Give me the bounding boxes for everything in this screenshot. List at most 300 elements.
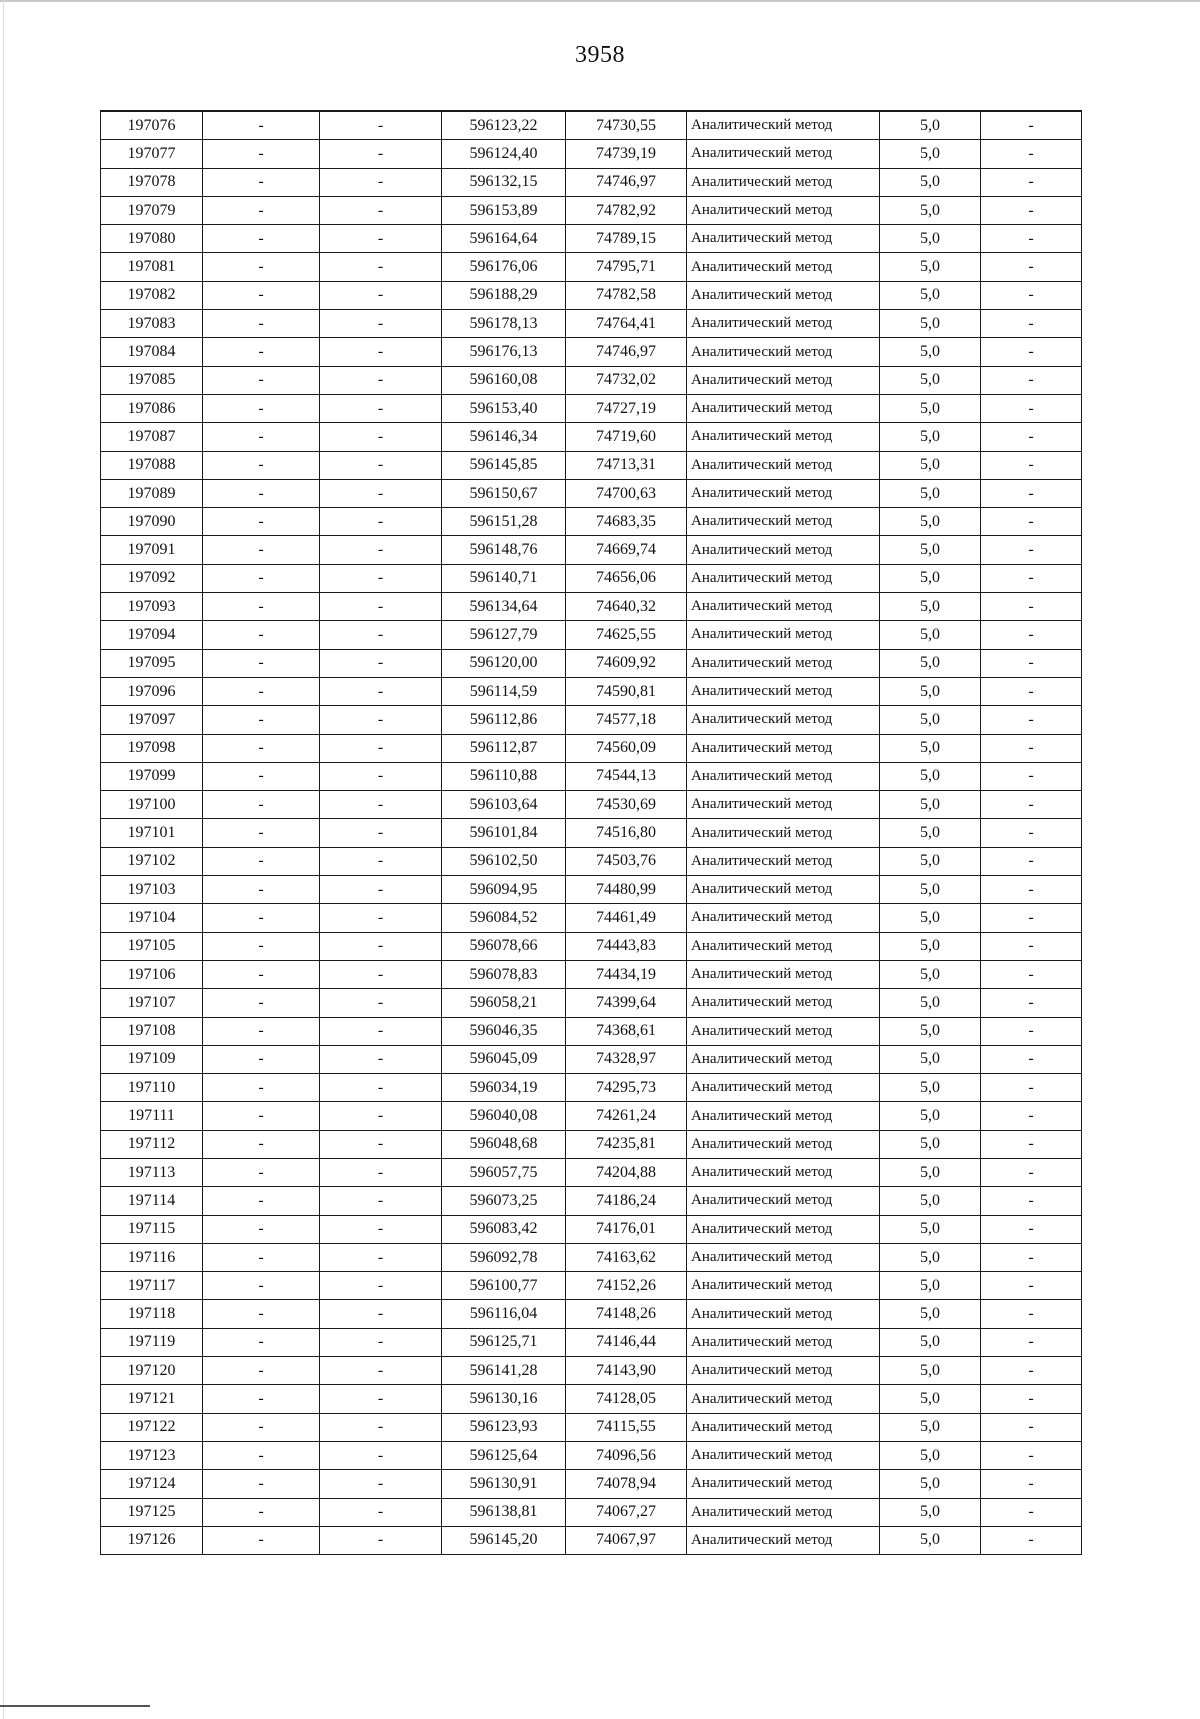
y-coordinate-cell: 74143,90 [566, 1357, 687, 1385]
y-coordinate-cell: 74328,97 [566, 1045, 687, 1073]
point-number-cell: 197097 [101, 706, 203, 734]
accuracy-cell: 5,0 [880, 1357, 981, 1385]
column-8-cell: - [981, 1045, 1082, 1073]
x-coordinate-cell: 596148,76 [442, 536, 566, 564]
x-coordinate-cell: 596100,77 [442, 1272, 566, 1300]
column-8-cell: - [981, 394, 1082, 422]
column-2-cell: - [203, 564, 320, 592]
column-3-cell: - [320, 1385, 442, 1413]
accuracy-cell: 5,0 [880, 960, 981, 988]
y-coordinate-cell: 74782,92 [566, 196, 687, 224]
column-8-cell: - [981, 1470, 1082, 1498]
column-8-cell: - [981, 847, 1082, 875]
column-2-cell: - [203, 168, 320, 196]
column-8-cell: - [981, 1526, 1082, 1554]
point-number-cell: 197117 [101, 1272, 203, 1300]
accuracy-cell: 5,0 [880, 1215, 981, 1243]
column-3-cell: - [320, 593, 442, 621]
column-8-cell: - [981, 225, 1082, 253]
column-2-cell: - [203, 111, 320, 140]
column-2-cell: - [203, 508, 320, 536]
column-3-cell: - [320, 621, 442, 649]
column-8-cell: - [981, 338, 1082, 366]
y-coordinate-cell: 74295,73 [566, 1074, 687, 1102]
point-number-cell: 197088 [101, 451, 203, 479]
column-2-cell: - [203, 1300, 320, 1328]
table-row [101, 1074, 1082, 1102]
accuracy-cell: 5,0 [880, 762, 981, 790]
column-3-cell: - [320, 1158, 442, 1186]
y-coordinate-cell: 74795,71 [566, 253, 687, 281]
accuracy-cell: 5,0 [880, 281, 981, 309]
column-2-cell: - [203, 366, 320, 394]
method-cell: Аналитический метод [687, 1017, 880, 1045]
accuracy-cell: 5,0 [880, 508, 981, 536]
column-8-cell: - [981, 536, 1082, 564]
method-cell: Аналитический метод [687, 225, 880, 253]
column-2-cell: - [203, 1385, 320, 1413]
point-number-cell: 197082 [101, 281, 203, 309]
column-8-cell: - [981, 451, 1082, 479]
x-coordinate-cell: 596130,91 [442, 1470, 566, 1498]
x-coordinate-cell: 596125,71 [442, 1328, 566, 1356]
column-2-cell: - [203, 989, 320, 1017]
point-number-cell: 197091 [101, 536, 203, 564]
column-8-cell: - [981, 819, 1082, 847]
column-8-cell: - [981, 904, 1082, 932]
column-2-cell: - [203, 960, 320, 988]
point-number-cell: 197078 [101, 168, 203, 196]
column-8-cell: - [981, 196, 1082, 224]
column-8-cell: - [981, 1272, 1082, 1300]
column-8-cell: - [981, 1102, 1082, 1130]
method-cell: Аналитический метод [687, 1045, 880, 1073]
column-8-cell: - [981, 1357, 1082, 1385]
table-row [101, 140, 1082, 168]
method-cell: Аналитический метод [687, 253, 880, 281]
table-row [101, 564, 1082, 592]
column-3-cell: - [320, 1187, 442, 1215]
x-coordinate-cell: 596160,08 [442, 366, 566, 394]
accuracy-cell: 5,0 [880, 734, 981, 762]
x-coordinate-cell: 596110,88 [442, 762, 566, 790]
method-cell: Аналитический метод [687, 111, 880, 140]
accuracy-cell: 5,0 [880, 1102, 981, 1130]
y-coordinate-cell: 74544,13 [566, 762, 687, 790]
point-number-cell: 197093 [101, 593, 203, 621]
column-2-cell: - [203, 762, 320, 790]
accuracy-cell: 5,0 [880, 819, 981, 847]
table-row [101, 366, 1082, 394]
column-8-cell: - [981, 791, 1082, 819]
table-row [101, 1413, 1082, 1441]
table-row [101, 593, 1082, 621]
column-3-cell: - [320, 1074, 442, 1102]
column-8-cell: - [981, 423, 1082, 451]
column-2-cell: - [203, 1017, 320, 1045]
column-2-cell: - [203, 536, 320, 564]
method-cell: Аналитический метод [687, 706, 880, 734]
accuracy-cell: 5,0 [880, 394, 981, 422]
column-2-cell: - [203, 338, 320, 366]
point-number-cell: 197109 [101, 1045, 203, 1073]
accuracy-cell: 5,0 [880, 1526, 981, 1554]
y-coordinate-cell: 74128,05 [566, 1385, 687, 1413]
x-coordinate-cell: 596164,64 [442, 225, 566, 253]
x-coordinate-cell: 596057,75 [442, 1158, 566, 1186]
x-coordinate-cell: 596188,29 [442, 281, 566, 309]
accuracy-cell: 5,0 [880, 876, 981, 904]
accuracy-cell: 5,0 [880, 366, 981, 394]
column-2-cell: - [203, 621, 320, 649]
column-2-cell: - [203, 876, 320, 904]
x-coordinate-cell: 596151,28 [442, 508, 566, 536]
method-cell: Аналитический метод [687, 1328, 880, 1356]
column-2-cell: - [203, 904, 320, 932]
y-coordinate-cell: 74399,64 [566, 989, 687, 1017]
y-coordinate-cell: 74609,92 [566, 649, 687, 677]
column-3-cell: - [320, 1300, 442, 1328]
table-row [101, 281, 1082, 309]
method-cell: Аналитический метод [687, 338, 880, 366]
y-coordinate-cell: 74152,26 [566, 1272, 687, 1300]
column-3-cell: - [320, 564, 442, 592]
column-8-cell: - [981, 1074, 1082, 1102]
y-coordinate-cell: 74764,41 [566, 310, 687, 338]
method-cell: Аналитический метод [687, 1441, 880, 1469]
y-coordinate-cell: 74148,26 [566, 1300, 687, 1328]
point-number-cell: 197115 [101, 1215, 203, 1243]
point-number-cell: 197085 [101, 366, 203, 394]
accuracy-cell: 5,0 [880, 1328, 981, 1356]
point-number-cell: 197079 [101, 196, 203, 224]
y-coordinate-cell: 74204,88 [566, 1158, 687, 1186]
x-coordinate-cell: 596123,22 [442, 111, 566, 140]
y-coordinate-cell: 74096,56 [566, 1441, 687, 1469]
column-8-cell: - [981, 1130, 1082, 1158]
column-3-cell: - [320, 111, 442, 140]
column-8-cell: - [981, 168, 1082, 196]
column-3-cell: - [320, 960, 442, 988]
table-row [101, 734, 1082, 762]
point-number-cell: 197080 [101, 225, 203, 253]
method-cell: Аналитический метод [687, 1187, 880, 1215]
accuracy-cell: 5,0 [880, 621, 981, 649]
x-coordinate-cell: 596092,78 [442, 1243, 566, 1271]
y-coordinate-cell: 74146,44 [566, 1328, 687, 1356]
accuracy-cell: 5,0 [880, 1017, 981, 1045]
point-number-cell: 197106 [101, 960, 203, 988]
table-row [101, 1470, 1082, 1498]
x-coordinate-cell: 596123,93 [442, 1413, 566, 1441]
column-2-cell: - [203, 1328, 320, 1356]
method-cell: Аналитический метод [687, 1526, 880, 1554]
table-row [101, 508, 1082, 536]
table-row [101, 1526, 1082, 1554]
y-coordinate-cell: 74656,06 [566, 564, 687, 592]
point-number-cell: 197108 [101, 1017, 203, 1045]
point-number-cell: 197104 [101, 904, 203, 932]
column-3-cell: - [320, 338, 442, 366]
accuracy-cell: 5,0 [880, 1187, 981, 1215]
x-coordinate-cell: 596084,52 [442, 904, 566, 932]
point-number-cell: 197118 [101, 1300, 203, 1328]
column-3-cell: - [320, 310, 442, 338]
x-coordinate-cell: 596150,67 [442, 479, 566, 507]
column-2-cell: - [203, 423, 320, 451]
table-row [101, 253, 1082, 281]
column-8-cell: - [981, 1413, 1082, 1441]
table-row [101, 338, 1082, 366]
method-cell: Аналитический метод [687, 1102, 880, 1130]
column-8-cell: - [981, 140, 1082, 168]
table-row [101, 819, 1082, 847]
method-cell: Аналитический метод [687, 1272, 880, 1300]
column-3-cell: - [320, 1215, 442, 1243]
y-coordinate-cell: 74746,97 [566, 338, 687, 366]
x-coordinate-cell: 596083,42 [442, 1215, 566, 1243]
column-2-cell: - [203, 932, 320, 960]
column-2-cell: - [203, 394, 320, 422]
column-3-cell: - [320, 508, 442, 536]
method-cell: Аналитический метод [687, 791, 880, 819]
point-number-cell: 197100 [101, 791, 203, 819]
column-2-cell: - [203, 791, 320, 819]
accuracy-cell: 5,0 [880, 1441, 981, 1469]
x-coordinate-cell: 596132,15 [442, 168, 566, 196]
point-number-cell: 197111 [101, 1102, 203, 1130]
accuracy-cell: 5,0 [880, 932, 981, 960]
point-number-cell: 197098 [101, 734, 203, 762]
table-row [101, 1357, 1082, 1385]
method-cell: Аналитический метод [687, 1074, 880, 1102]
method-cell: Аналитический метод [687, 734, 880, 762]
table-row [101, 1158, 1082, 1186]
point-number-cell: 197124 [101, 1470, 203, 1498]
x-coordinate-cell: 596138,81 [442, 1498, 566, 1526]
accuracy-cell: 5,0 [880, 1243, 981, 1271]
table-row [101, 1017, 1082, 1045]
page-number: 3958 [575, 42, 625, 68]
method-cell: Аналитический метод [687, 593, 880, 621]
column-8-cell: - [981, 1215, 1082, 1243]
accuracy-cell: 5,0 [880, 140, 981, 168]
point-number-cell: 197089 [101, 479, 203, 507]
method-cell: Аналитический метод [687, 960, 880, 988]
column-2-cell: - [203, 847, 320, 875]
x-coordinate-cell: 596145,20 [442, 1526, 566, 1554]
x-coordinate-cell: 596040,08 [442, 1102, 566, 1130]
column-3-cell: - [320, 225, 442, 253]
point-number-cell: 197077 [101, 140, 203, 168]
table-row [101, 621, 1082, 649]
column-8-cell: - [981, 989, 1082, 1017]
column-2-cell: - [203, 479, 320, 507]
scan-left-edge [3, 0, 4, 1719]
column-2-cell: - [203, 1215, 320, 1243]
column-8-cell: - [981, 508, 1082, 536]
method-cell: Аналитический метод [687, 1357, 880, 1385]
method-cell: Аналитический метод [687, 196, 880, 224]
column-3-cell: - [320, 932, 442, 960]
column-2-cell: - [203, 1441, 320, 1469]
column-2-cell: - [203, 140, 320, 168]
y-coordinate-cell: 74789,15 [566, 225, 687, 253]
column-3-cell: - [320, 140, 442, 168]
method-cell: Аналитический метод [687, 1498, 880, 1526]
column-3-cell: - [320, 1413, 442, 1441]
accuracy-cell: 5,0 [880, 1272, 981, 1300]
accuracy-cell: 5,0 [880, 111, 981, 140]
method-cell: Аналитический метод [687, 140, 880, 168]
table-row [101, 989, 1082, 1017]
table-body [101, 111, 1082, 1555]
column-2-cell: - [203, 1158, 320, 1186]
x-coordinate-cell: 596103,64 [442, 791, 566, 819]
point-number-cell: 197125 [101, 1498, 203, 1526]
table-row [101, 1385, 1082, 1413]
method-cell: Аналитический метод [687, 508, 880, 536]
column-3-cell: - [320, 989, 442, 1017]
method-cell: Аналитический метод [687, 621, 880, 649]
point-number-cell: 197102 [101, 847, 203, 875]
column-8-cell: - [981, 479, 1082, 507]
point-number-cell: 197101 [101, 819, 203, 847]
table-row [101, 904, 1082, 932]
accuracy-cell: 5,0 [880, 1045, 981, 1073]
table-row [101, 1215, 1082, 1243]
x-coordinate-cell: 596134,64 [442, 593, 566, 621]
method-cell: Аналитический метод [687, 1413, 880, 1441]
y-coordinate-cell: 74067,97 [566, 1526, 687, 1554]
point-number-cell: 197113 [101, 1158, 203, 1186]
column-2-cell: - [203, 1470, 320, 1498]
point-number-cell: 197092 [101, 564, 203, 592]
method-cell: Аналитический метод [687, 989, 880, 1017]
column-3-cell: - [320, 168, 442, 196]
table-row [101, 1300, 1082, 1328]
y-coordinate-cell: 74625,55 [566, 621, 687, 649]
y-coordinate-cell: 74713,31 [566, 451, 687, 479]
x-coordinate-cell: 596125,64 [442, 1441, 566, 1469]
accuracy-cell: 5,0 [880, 253, 981, 281]
y-coordinate-cell: 74261,24 [566, 1102, 687, 1130]
y-coordinate-cell: 74176,01 [566, 1215, 687, 1243]
method-cell: Аналитический метод [687, 1470, 880, 1498]
column-3-cell: - [320, 196, 442, 224]
x-coordinate-cell: 596145,85 [442, 451, 566, 479]
y-coordinate-cell: 74480,99 [566, 876, 687, 904]
accuracy-cell: 5,0 [880, 479, 981, 507]
column-2-cell: - [203, 677, 320, 705]
column-2-cell: - [203, 819, 320, 847]
x-coordinate-cell: 596112,87 [442, 734, 566, 762]
accuracy-cell: 5,0 [880, 1074, 981, 1102]
point-number-cell: 197096 [101, 677, 203, 705]
column-3-cell: - [320, 423, 442, 451]
y-coordinate-cell: 74683,35 [566, 508, 687, 536]
column-3-cell: - [320, 706, 442, 734]
column-3-cell: - [320, 1526, 442, 1554]
column-8-cell: - [981, 932, 1082, 960]
method-cell: Аналитический метод [687, 904, 880, 932]
column-3-cell: - [320, 677, 442, 705]
x-coordinate-cell: 596120,00 [442, 649, 566, 677]
method-cell: Аналитический метод [687, 423, 880, 451]
accuracy-cell: 5,0 [880, 649, 981, 677]
accuracy-cell: 5,0 [880, 451, 981, 479]
table-row [101, 1272, 1082, 1300]
table-row [101, 791, 1082, 819]
table-row [101, 1187, 1082, 1215]
table-row [101, 960, 1082, 988]
y-coordinate-cell: 74719,60 [566, 423, 687, 451]
method-cell: Аналитический метод [687, 479, 880, 507]
accuracy-cell: 5,0 [880, 706, 981, 734]
x-coordinate-cell: 596124,40 [442, 140, 566, 168]
accuracy-cell: 5,0 [880, 989, 981, 1017]
accuracy-cell: 5,0 [880, 168, 981, 196]
column-3-cell: - [320, 1272, 442, 1300]
point-number-cell: 197122 [101, 1413, 203, 1441]
table-row [101, 111, 1082, 140]
table-row [101, 168, 1082, 196]
column-3-cell: - [320, 734, 442, 762]
y-coordinate-cell: 74434,19 [566, 960, 687, 988]
coordinates-table [100, 110, 1082, 1555]
method-cell: Аналитический метод [687, 366, 880, 394]
table-row [101, 1045, 1082, 1073]
accuracy-cell: 5,0 [880, 1130, 981, 1158]
column-8-cell: - [981, 1158, 1082, 1186]
column-8-cell: - [981, 677, 1082, 705]
x-coordinate-cell: 596048,68 [442, 1130, 566, 1158]
point-number-cell: 197095 [101, 649, 203, 677]
accuracy-cell: 5,0 [880, 1158, 981, 1186]
x-coordinate-cell: 596045,09 [442, 1045, 566, 1073]
y-coordinate-cell: 74640,32 [566, 593, 687, 621]
column-3-cell: - [320, 819, 442, 847]
point-number-cell: 197103 [101, 876, 203, 904]
accuracy-cell: 5,0 [880, 196, 981, 224]
y-coordinate-cell: 74700,63 [566, 479, 687, 507]
point-number-cell: 197114 [101, 1187, 203, 1215]
table-row [101, 423, 1082, 451]
column-8-cell: - [981, 593, 1082, 621]
y-coordinate-cell: 74782,58 [566, 281, 687, 309]
y-coordinate-cell: 74669,74 [566, 536, 687, 564]
column-2-cell: - [203, 196, 320, 224]
table-row [101, 1441, 1082, 1469]
column-8-cell: - [981, 734, 1082, 762]
footer-rule [0, 1705, 150, 1707]
column-3-cell: - [320, 1498, 442, 1526]
column-2-cell: - [203, 310, 320, 338]
table-row [101, 1498, 1082, 1526]
x-coordinate-cell: 596114,59 [442, 677, 566, 705]
method-cell: Аналитический метод [687, 1385, 880, 1413]
point-number-cell: 197126 [101, 1526, 203, 1554]
x-coordinate-cell: 596112,86 [442, 706, 566, 734]
y-coordinate-cell: 74503,76 [566, 847, 687, 875]
point-number-cell: 197090 [101, 508, 203, 536]
column-3-cell: - [320, 1045, 442, 1073]
accuracy-cell: 5,0 [880, 536, 981, 564]
y-coordinate-cell: 74078,94 [566, 1470, 687, 1498]
method-cell: Аналитический метод [687, 932, 880, 960]
y-coordinate-cell: 74368,61 [566, 1017, 687, 1045]
accuracy-cell: 5,0 [880, 1300, 981, 1328]
